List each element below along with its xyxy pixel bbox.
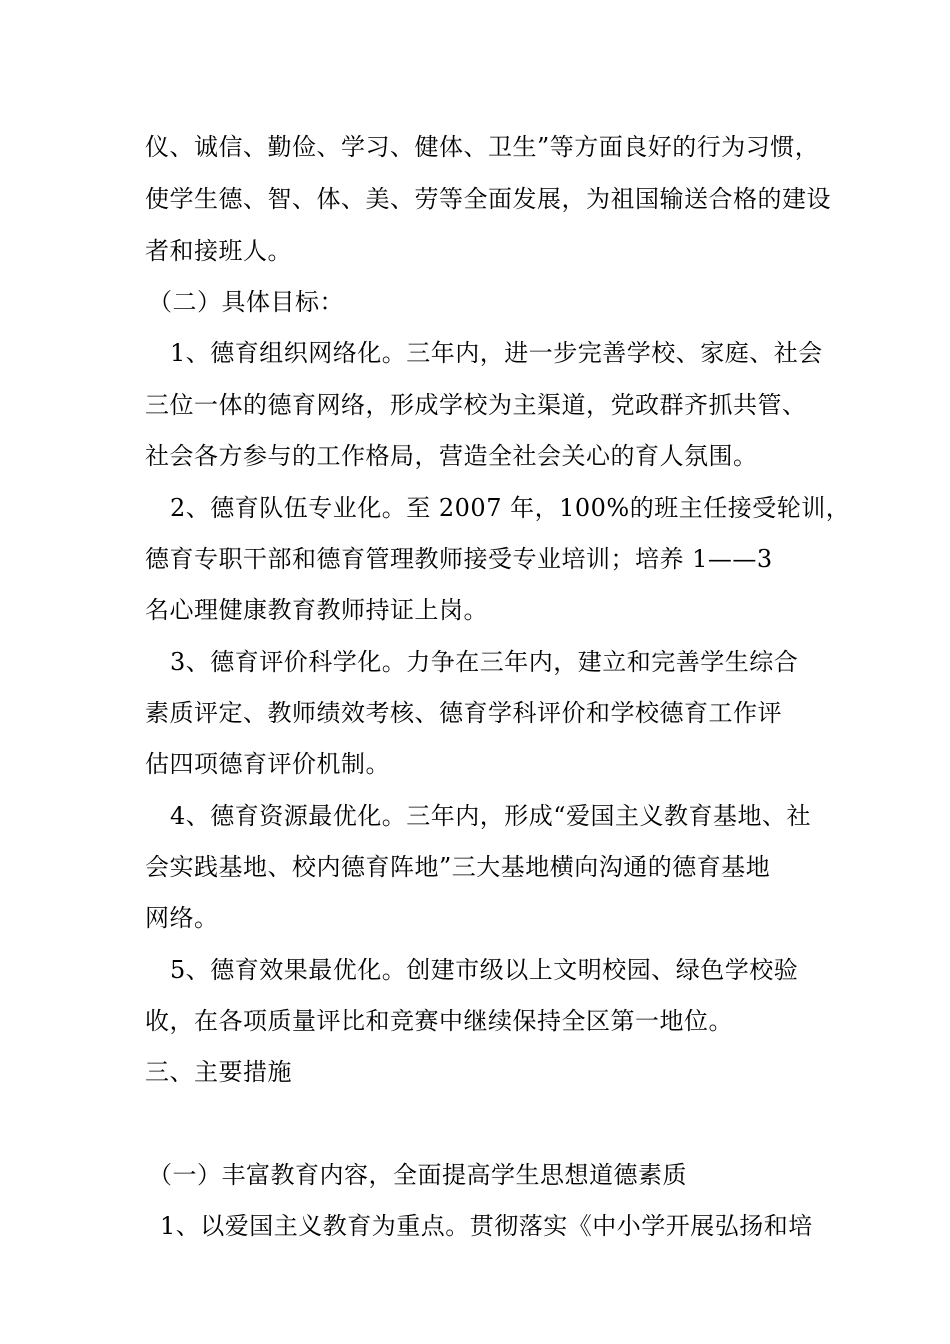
- goal-item-2: 2、德育队伍专业化。至 2007 年，100%的班主任接受轮训，: [170, 494, 851, 522]
- body-text-line: 三位一体的德育网络，形成学校为主渠道，党政群齐抓共管、: [145, 391, 807, 419]
- body-text-line: 者和接班人。: [145, 237, 292, 265]
- goal-item-5: 5、德育效果最优化。创建市级以上文明校园、绿色学校验: [170, 956, 799, 984]
- section-heading: 三、主要措施: [145, 1058, 292, 1086]
- body-text-line: 网络。: [145, 904, 219, 932]
- body-text-line: 素质评定、教师绩效考核、德育学科评价和学校德育工作评: [145, 699, 782, 727]
- body-text-line: 估四项德育评价机制。: [145, 750, 390, 778]
- measure-item-1: 1、以爱国主义教育为重点。贯彻落实《中小学开展弘扬和培: [160, 1212, 813, 1240]
- body-text-line: 仪、诚信、勤俭、学习、健体、卫生”等方面良好的行为习惯，: [145, 133, 820, 161]
- subheading: （一）丰富教育内容，全面提高学生思想道德素质: [148, 1161, 687, 1189]
- subheading: （二）具体目标：: [148, 288, 344, 316]
- body-text-line: 收，在各项质量评比和竞赛中继续保持全区第一地位。: [145, 1007, 733, 1035]
- body-text-line: 德育专职干部和德育管理教师接受专业培训；培养 1——3: [145, 545, 773, 573]
- goal-item-1: 1、德育组织网络化。三年内，进一步完善学校、家庭、社会: [170, 339, 823, 367]
- goal-item-3: 3、德育评价科学化。力争在三年内，建立和完善学生综合: [170, 648, 799, 676]
- body-text-line: 名心理健康教育教师持证上岗。: [145, 596, 488, 624]
- body-text-line: 社会各方参与的工作格局，营造全社会关心的育人氛围。: [145, 442, 758, 470]
- body-text-line: 使学生德、智、体、美、劳等全面发展，为祖国输送合格的建设: [145, 185, 831, 213]
- body-text-line: 会实践基地、校内德育阵地”三大基地横向沟通的德育基地: [145, 853, 771, 881]
- goal-item-4: 4、德育资源最优化。三年内，形成“爱国主义教育基地、社: [170, 802, 812, 830]
